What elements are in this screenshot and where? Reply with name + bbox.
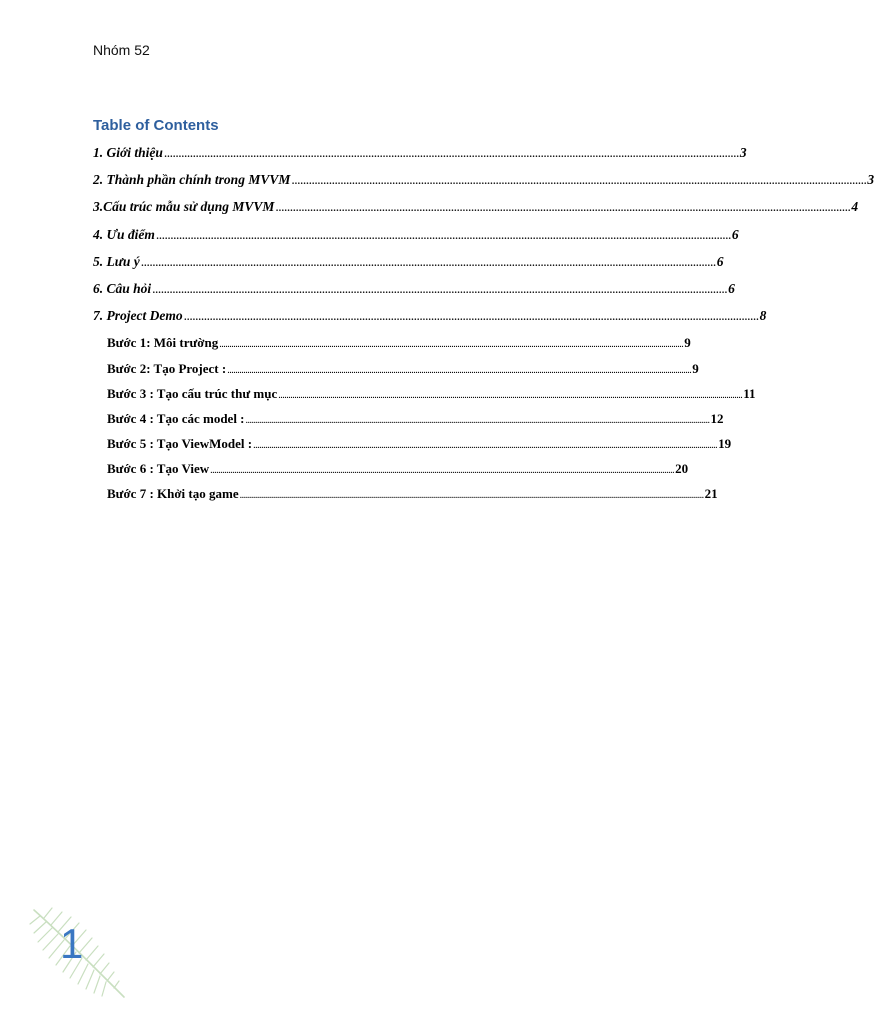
toc-subentry-page: 11 [743, 385, 756, 401]
toc-entry-cau-truc[interactable] [93, 199, 859, 226]
toc-subentry-buoc-5[interactable] [93, 436, 732, 461]
dot-leader: ........................................................................................................................................................................................................ [275, 199, 851, 215]
toc-subentry-label: Bước 5 : Tạo ViewModel : [107, 436, 253, 452]
toc-entry-luu-y[interactable] [93, 253, 724, 281]
toc-subentry-label: Bước 1: Môi trường [107, 335, 219, 351]
toc-entry-page: 3 [867, 172, 874, 188]
toc-subentry-page: 9 [684, 335, 691, 351]
toc-entry-page: 3 [739, 145, 747, 160]
toc-entry-page: 6 [716, 253, 724, 269]
toc-entry-label: 7. Project Demo [93, 308, 183, 324]
dot-leader: ........................................................................................................................................................................................................ [152, 280, 728, 296]
toc-subentry-label: Bước 6 : Tạo View [107, 461, 210, 477]
toc-entry-label: 1. Giới thiệu [93, 145, 163, 160]
toc-entry-cau-hoi[interactable] [93, 280, 735, 308]
toc-subentry-buoc-1[interactable] [93, 335, 691, 360]
dot-leader: ........................................................................................................................................................................................................................................ [227, 364, 692, 376]
toc-subentry-label: Bước 7 : Khởi tạo game [107, 486, 239, 502]
toc-entry-page: 6 [731, 226, 739, 242]
toc-subentry-buoc-3[interactable] [93, 385, 756, 411]
dot-leader: ........................................................................................................................................................................................................................................ [210, 465, 675, 477]
toc-subentry-page: 19 [718, 436, 732, 452]
dot-leader: ........................................................................................................................................................................................................ [291, 172, 867, 188]
toc-subentry-page: 9 [692, 360, 699, 376]
toc-entry-page: 6 [728, 280, 735, 296]
toc-subentry-buoc-6[interactable] [93, 461, 689, 486]
dot-leader: ........................................................................................................................................................................................................ [163, 145, 739, 160]
toc-entry-page: 4 [851, 199, 859, 215]
dot-leader: ........................................................................................................................................................................................................ [155, 226, 731, 242]
toc-subentry-page: 20 [675, 461, 689, 477]
toc-entry-uu-diem[interactable] [93, 226, 739, 254]
toc-subentry-label: Bước 3 : Tạo cấu trúc thư mục [107, 385, 278, 401]
toc-entry-label: 2. Thành phần chính trong MVVM [93, 172, 291, 188]
toc-entry-project-demo[interactable] [93, 308, 767, 335]
toc-subentry-buoc-2[interactable] [93, 360, 699, 386]
toc-entry-label: 5. Lưu ý [93, 253, 140, 269]
dot-leader: ........................................................................................................................................................................................................................................ [278, 389, 743, 401]
page-number: 1 [60, 920, 84, 967]
toc-list [93, 145, 874, 512]
header-group-name: Nhóm 52 [93, 42, 150, 58]
toc-subentry-label: Bước 4 : Tạo các model : [107, 410, 245, 426]
dot-leader: ........................................................................................................................................................................................................ [140, 253, 716, 269]
dot-leader: ........................................................................................................................................................................................................................................ [245, 414, 710, 426]
toc-entry-thanh-phan[interactable] [93, 172, 874, 199]
dot-leader: ........................................................................................................................................................................................................................................ [239, 490, 704, 502]
toc-entry-gioi-thieu[interactable] [93, 145, 747, 172]
dot-leader: ........................................................................................................................................................................................................................................ [253, 440, 718, 452]
toc-entry-page: 8 [759, 308, 767, 324]
toc-subentry-page: 12 [710, 410, 724, 426]
dot-leader: ........................................................................................................................................................................................................................................ [219, 339, 684, 351]
toc-subentry-page: 21 [704, 486, 718, 502]
toc-entry-label: 6. Câu hỏi [93, 280, 152, 296]
toc-subentry-buoc-7[interactable] [93, 486, 718, 511]
dot-leader: ........................................................................................................................................................................................................ [183, 308, 759, 324]
toc-title: Table of Contents [93, 117, 219, 134]
toc-subentry-buoc-4[interactable] [93, 410, 724, 436]
toc-subentry-label: Bước 2: Tạo Project : [107, 360, 227, 376]
toc-entry-label: 4. Ưu điểm [93, 226, 155, 242]
toc-entry-label: 3.Cấu trúc mẫu sử dụng MVVM [93, 199, 275, 215]
